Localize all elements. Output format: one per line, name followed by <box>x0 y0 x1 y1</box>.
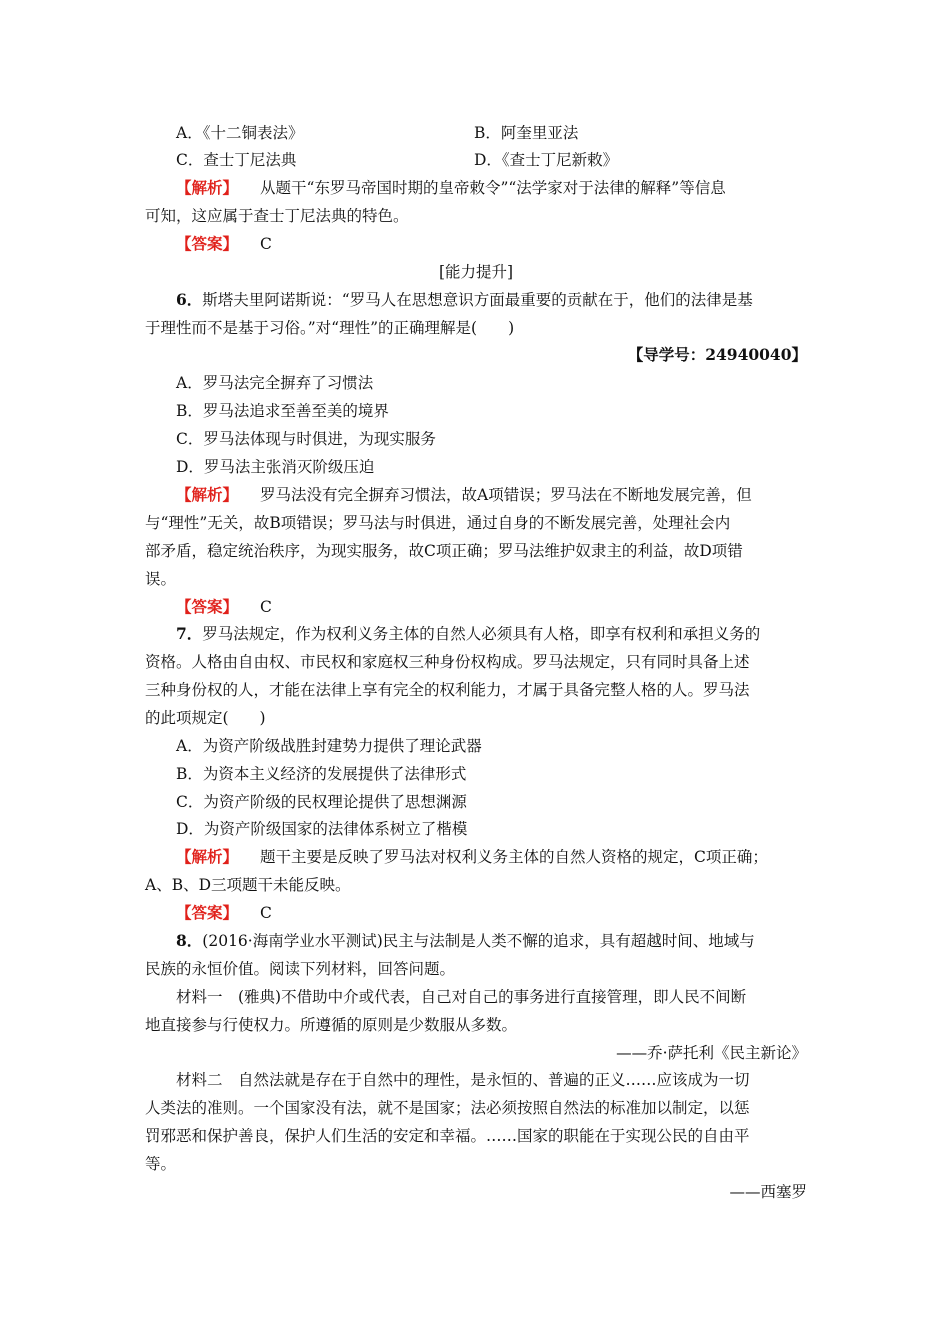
q6-option-a: A．罗马法完全摒弃了习惯法 <box>176 374 374 392</box>
q7-answer-line <box>176 902 807 924</box>
q6-stem-line <box>176 289 807 311</box>
q7-stem-cont-1: 资格。人格由自由权、市民权和家庭权三种身份权构成。罗马法规定，只有同时具备上述 <box>145 653 750 671</box>
answer-tag: 【答案】 <box>176 903 239 922</box>
q6-answer: C <box>260 598 272 616</box>
q6-option-b: B．罗马法追求至善至美的境界 <box>176 402 389 420</box>
q5-option-d: D．《查士丁尼新敕》 <box>474 151 619 169</box>
q5-analysis-cont: 可知，这应属于查士丁尼法典的特色。 <box>145 207 409 225</box>
section-title: [能力提升] <box>438 263 514 281</box>
q8-material-1: 材料一 (雅典)不借助中介或代表，自己对自己的事务进行直接管理，即人民不间断 <box>176 988 747 1006</box>
analysis-tag: 【解析】 <box>176 178 239 197</box>
q8-material-1-cont: 地直接参与行使权力。所遵循的原则是少数服从多数。 <box>145 1016 518 1034</box>
q7-analysis-line <box>176 846 807 868</box>
q7-option-d: D．为资产阶级国家的法律体系树立了楷模 <box>176 820 468 838</box>
q8-stem-text: (2016·海南学业水平测试)民主与法制是人类不懈的追求，具有超越时间、地域与 <box>202 932 755 950</box>
q7-option-a: A．为资产阶级战胜封建势力提供了理论武器 <box>176 737 482 755</box>
q5-option-c: C．查士丁尼法典 <box>176 151 297 169</box>
q7-analysis-text: 题干主要是反映了罗马法对权利义务主体的自然人资格的规定，C项正确； <box>260 848 768 866</box>
q8-material-2-source: ——西塞罗 <box>729 1183 807 1201</box>
q5-answer-line <box>176 233 807 255</box>
answer-tag: 【答案】 <box>176 234 239 253</box>
q6-analysis-line <box>176 484 807 506</box>
q5-analysis-line <box>176 177 807 199</box>
answer-tag: 【答案】 <box>176 597 239 616</box>
q6-stem-text: 斯塔夫里阿诺斯说：“罗马人在思想意识方面最重要的贡献在于，他们的法律是基 <box>202 291 753 309</box>
q6-option-c: C．罗马法体现与时俱进，为现实服务 <box>176 430 436 448</box>
q7-option-b: B．为资本主义经济的发展提供了法律形式 <box>176 765 467 783</box>
q7-analysis-cont: A、B、D三项题干未能反映。 <box>145 876 351 894</box>
q8-number: 8． <box>176 931 203 950</box>
q7-option-c: C．为资产阶级的民权理论提供了思想渊源 <box>176 793 467 811</box>
q8-material-2-cont-2: 罚邪恶和保护善良，保护人们生活的安定和幸福。……国家的职能在于实现公民的自由平 <box>145 1127 750 1145</box>
q8-material-2-cont-1: 人类法的准则。一个国家没有法，就不是国家；法必须按照自然法的标准加以制定，以惩 <box>145 1099 750 1117</box>
q6-analysis-cont-2: 部矛盾，稳定统治秩序，为现实服务，故C项正确；罗马法维护奴隶主的利益，故D项错 <box>145 542 743 560</box>
q6-guide-number: 【导学号：24940040】 <box>627 345 807 364</box>
q6-answer-line <box>176 596 807 618</box>
q8-stem-cont: 民族的永恒价值。阅读下列材料，回答问题。 <box>145 960 456 978</box>
q6-option-d: D．罗马法主张消灭阶级压迫 <box>176 458 375 476</box>
q8-material-2: 材料二 自然法就是存在于自然中的理性，是永恒的、普遍的正义……应该成为一切 <box>176 1071 750 1089</box>
q6-analysis-cont-3: 误。 <box>145 570 177 588</box>
q7-answer: C <box>260 904 272 922</box>
analysis-tag: 【解析】 <box>176 485 239 504</box>
q7-stem-cont-3: 的此项规定( ) <box>145 709 266 727</box>
q6-analysis-cont-1: 与“理性”无关，故B项错误；罗马法与时俱进，通过自身的不断发展完善，处理社会内 <box>145 514 731 532</box>
q7-number: 7． <box>176 624 203 643</box>
analysis-tag: 【解析】 <box>176 847 239 866</box>
q5-option-b: B．阿奎里亚法 <box>474 124 579 142</box>
q8-stem-line <box>176 930 807 952</box>
q6-analysis-text: 罗马法没有完全摒弃习惯法，故A项错误；罗马法在不断地发展完善，但 <box>260 486 752 504</box>
q6-number: 6． <box>176 290 203 309</box>
q5-analysis-text: 从题干“东罗马帝国时期的皇帝敕令”“法学家对于法律的解释”等信息 <box>260 179 726 197</box>
q7-stem-line <box>176 623 807 645</box>
q6-stem-cont: 于理性而不是基于习俗。”对“理性”的正确理解是( ) <box>145 319 515 337</box>
q7-stem-text: 罗马法规定，作为权利义务主体的自然人必须具有人格，即享有权利和承担义务的 <box>202 625 761 643</box>
q5-answer: C <box>260 235 272 253</box>
q7-stem-cont-2: 三种身份权的人，才能在法律上享有完全的权利能力，才属于具备完整人格的人。罗马法 <box>145 681 750 699</box>
q8-material-1-source: ——乔·萨托利《民主新论》 <box>616 1044 807 1062</box>
q8-material-2-cont-3: 等。 <box>145 1155 177 1173</box>
q5-option-a: A．《十二铜表法》 <box>176 124 304 142</box>
